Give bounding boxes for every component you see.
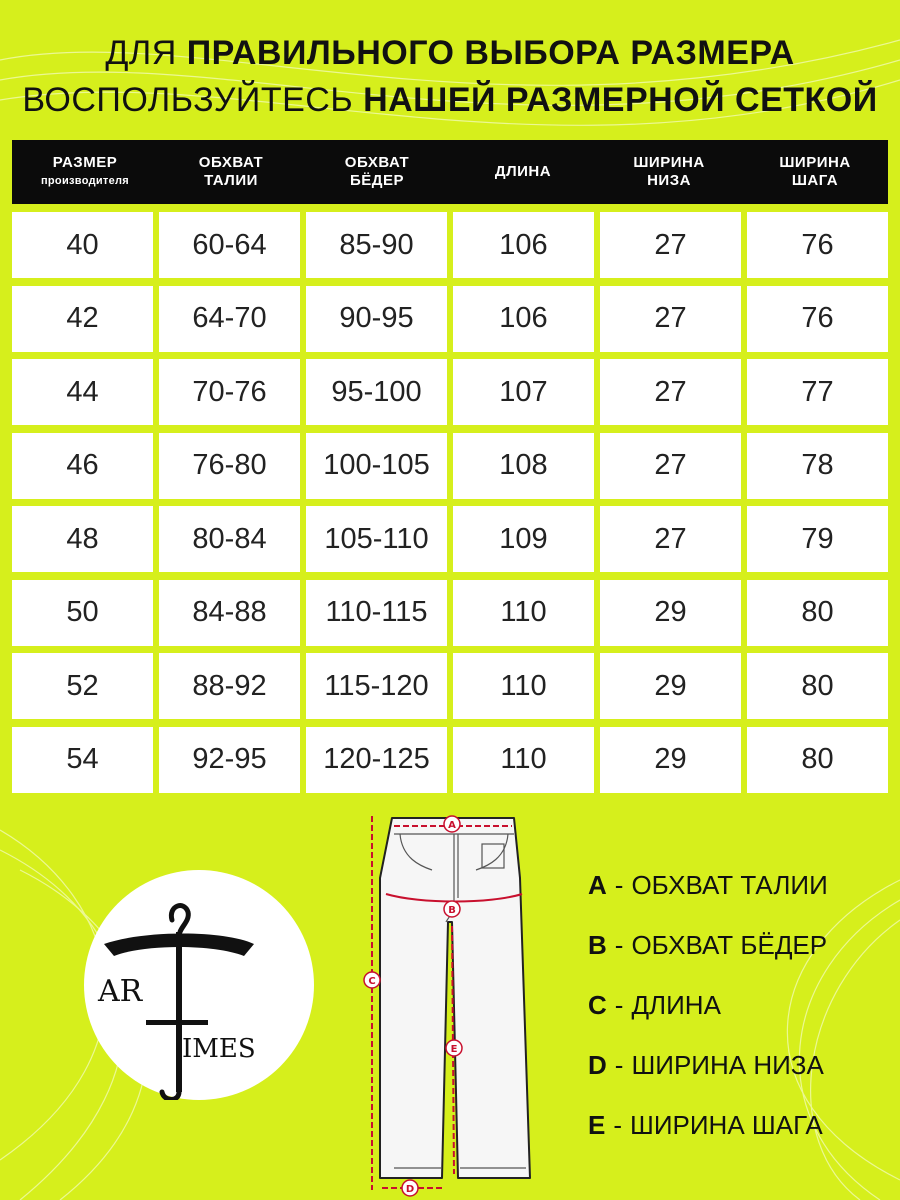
marker-e-icon <box>446 1040 462 1056</box>
table-cell: 76 <box>747 286 888 352</box>
table-cell: 109 <box>453 506 594 572</box>
column-header-line: БЁДЕР <box>349 172 404 189</box>
legend-separator: - <box>613 1109 623 1140</box>
measurement-legend <box>588 855 828 1155</box>
table-cell: 80 <box>747 653 888 719</box>
marker-a-icon <box>444 816 460 832</box>
table-cell: 64-70 <box>159 286 300 352</box>
column-header-inseam <box>742 140 888 204</box>
table-row <box>12 727 888 793</box>
legend-letter: E <box>588 1109 606 1140</box>
legend-separator: - <box>614 929 624 960</box>
table-cell: 110 <box>453 580 594 646</box>
headline-line-2-light: ВОСПОЛЬЗУЙТЕСЬ <box>22 81 354 119</box>
table-header <box>12 140 888 204</box>
table-cell: 80 <box>747 580 888 646</box>
legend-text: ШИРИНА ШАГА <box>630 1109 823 1140</box>
column-header-length <box>450 140 596 204</box>
column-header-hips <box>304 140 450 204</box>
table-cell: 70-76 <box>159 359 300 425</box>
logo-text-imes: IMES <box>182 1034 256 1064</box>
table-cell: 40 <box>12 212 153 278</box>
table-cell: 27 <box>600 433 741 499</box>
table-cell: 120-125 <box>306 727 447 793</box>
column-header-subline: производителя <box>40 175 130 187</box>
table-cell: 76 <box>747 212 888 278</box>
table-row <box>12 506 888 572</box>
marker-letter: E <box>450 1044 458 1055</box>
column-header-line: ОБХВАТ <box>198 154 264 171</box>
table-cell: 76-80 <box>159 433 300 499</box>
legend-letter: A <box>588 869 607 900</box>
marker-c-icon <box>364 972 380 988</box>
logo-text-ar: AR <box>98 974 143 1009</box>
legend-item-b <box>588 915 828 975</box>
table-cell: 110-115 <box>306 580 447 646</box>
legend-item-e <box>588 1095 828 1155</box>
table-cell: 106 <box>453 212 594 278</box>
legend-letter: C <box>588 989 607 1020</box>
column-header-line: РАЗМЕР <box>52 154 118 171</box>
column-header-size <box>12 140 158 204</box>
table-body <box>12 212 888 793</box>
legend-item-d <box>588 1035 828 1095</box>
table-cell: 29 <box>600 580 741 646</box>
table-cell: 50 <box>12 580 153 646</box>
table-cell: 108 <box>453 433 594 499</box>
column-header-line: ШАГА <box>791 172 839 189</box>
table-cell: 92-95 <box>159 727 300 793</box>
legend-text: ОБХВАТ БЁДЕР <box>631 929 828 960</box>
table-row <box>12 286 888 352</box>
table-cell: 46 <box>12 433 153 499</box>
table-cell: 60-64 <box>159 212 300 278</box>
table-cell: 105-110 <box>306 506 447 572</box>
table-cell: 42 <box>12 286 153 352</box>
table-cell: 54 <box>12 727 153 793</box>
table-row <box>12 359 888 425</box>
legend-separator: - <box>614 1049 624 1080</box>
table-cell: 78 <box>747 433 888 499</box>
legend-separator: - <box>614 989 624 1020</box>
table-row <box>12 212 888 278</box>
table-cell: 44 <box>12 359 153 425</box>
table-cell: 106 <box>453 286 594 352</box>
legend-item-c <box>588 975 828 1035</box>
table-cell: 27 <box>600 506 741 572</box>
legend-letter: B <box>588 929 607 960</box>
headline-line-1 <box>0 30 900 77</box>
table-cell: 107 <box>453 359 594 425</box>
column-header-line: ТАЛИИ <box>204 172 258 189</box>
column-header-line: ДЛИНА <box>494 163 552 180</box>
column-header-hem-width <box>596 140 742 204</box>
table-cell: 84-88 <box>159 580 300 646</box>
column-header-line: ШИРИНА <box>633 154 705 171</box>
marker-letter: B <box>448 905 456 916</box>
table-cell: 27 <box>600 212 741 278</box>
headline-line-2 <box>0 77 900 124</box>
marker-b-icon <box>444 901 460 917</box>
headline-line-1-bold: ПРАВИЛЬНОГО ВЫБОРА РАЗМЕРА <box>186 34 795 72</box>
table-cell: 85-90 <box>306 212 447 278</box>
column-header-line: ШИРИНА <box>779 154 851 171</box>
marker-letter: D <box>405 1184 415 1195</box>
legend-separator: - <box>614 869 624 900</box>
column-header-waist <box>158 140 304 204</box>
table-cell: 29 <box>600 727 741 793</box>
table-cell: 79 <box>747 506 888 572</box>
marker-letter: C <box>368 976 376 987</box>
table-cell: 90-95 <box>306 286 447 352</box>
column-header-line: НИЗА <box>647 172 691 189</box>
legend-text: ШИРИНА НИЗА <box>631 1049 824 1080</box>
table-cell: 88-92 <box>159 653 300 719</box>
marker-d-icon <box>402 1180 418 1196</box>
legend-letter: D <box>588 1049 607 1080</box>
headline-line-1-light: ДЛЯ <box>105 34 177 72</box>
table-cell: 115-120 <box>306 653 447 719</box>
table-cell: 77 <box>747 359 888 425</box>
table-cell: 110 <box>453 653 594 719</box>
table-cell: 80-84 <box>159 506 300 572</box>
table-row <box>12 653 888 719</box>
table-cell: 52 <box>12 653 153 719</box>
legend-text: ДЛИНА <box>631 989 721 1020</box>
table-cell: 95-100 <box>306 359 447 425</box>
table-cell: 110 <box>453 727 594 793</box>
marker-letter: A <box>448 820 456 831</box>
headline <box>0 30 900 124</box>
size-table <box>12 140 888 800</box>
legend-item-a <box>588 855 828 915</box>
table-row <box>12 580 888 646</box>
pants-diagram <box>350 808 540 1200</box>
headline-line-2-bold: НАШЕЙ РАЗМЕРНОЙ СЕТКОЙ <box>363 81 878 119</box>
brand-logo <box>84 870 314 1100</box>
table-cell: 80 <box>747 727 888 793</box>
table-cell: 27 <box>600 359 741 425</box>
table-cell: 100-105 <box>306 433 447 499</box>
table-cell: 27 <box>600 286 741 352</box>
table-cell: 48 <box>12 506 153 572</box>
column-header-line: ОБХВАТ <box>344 154 410 171</box>
table-cell: 29 <box>600 653 741 719</box>
table-row <box>12 433 888 499</box>
legend-text: ОБХВАТ ТАЛИИ <box>631 869 828 900</box>
